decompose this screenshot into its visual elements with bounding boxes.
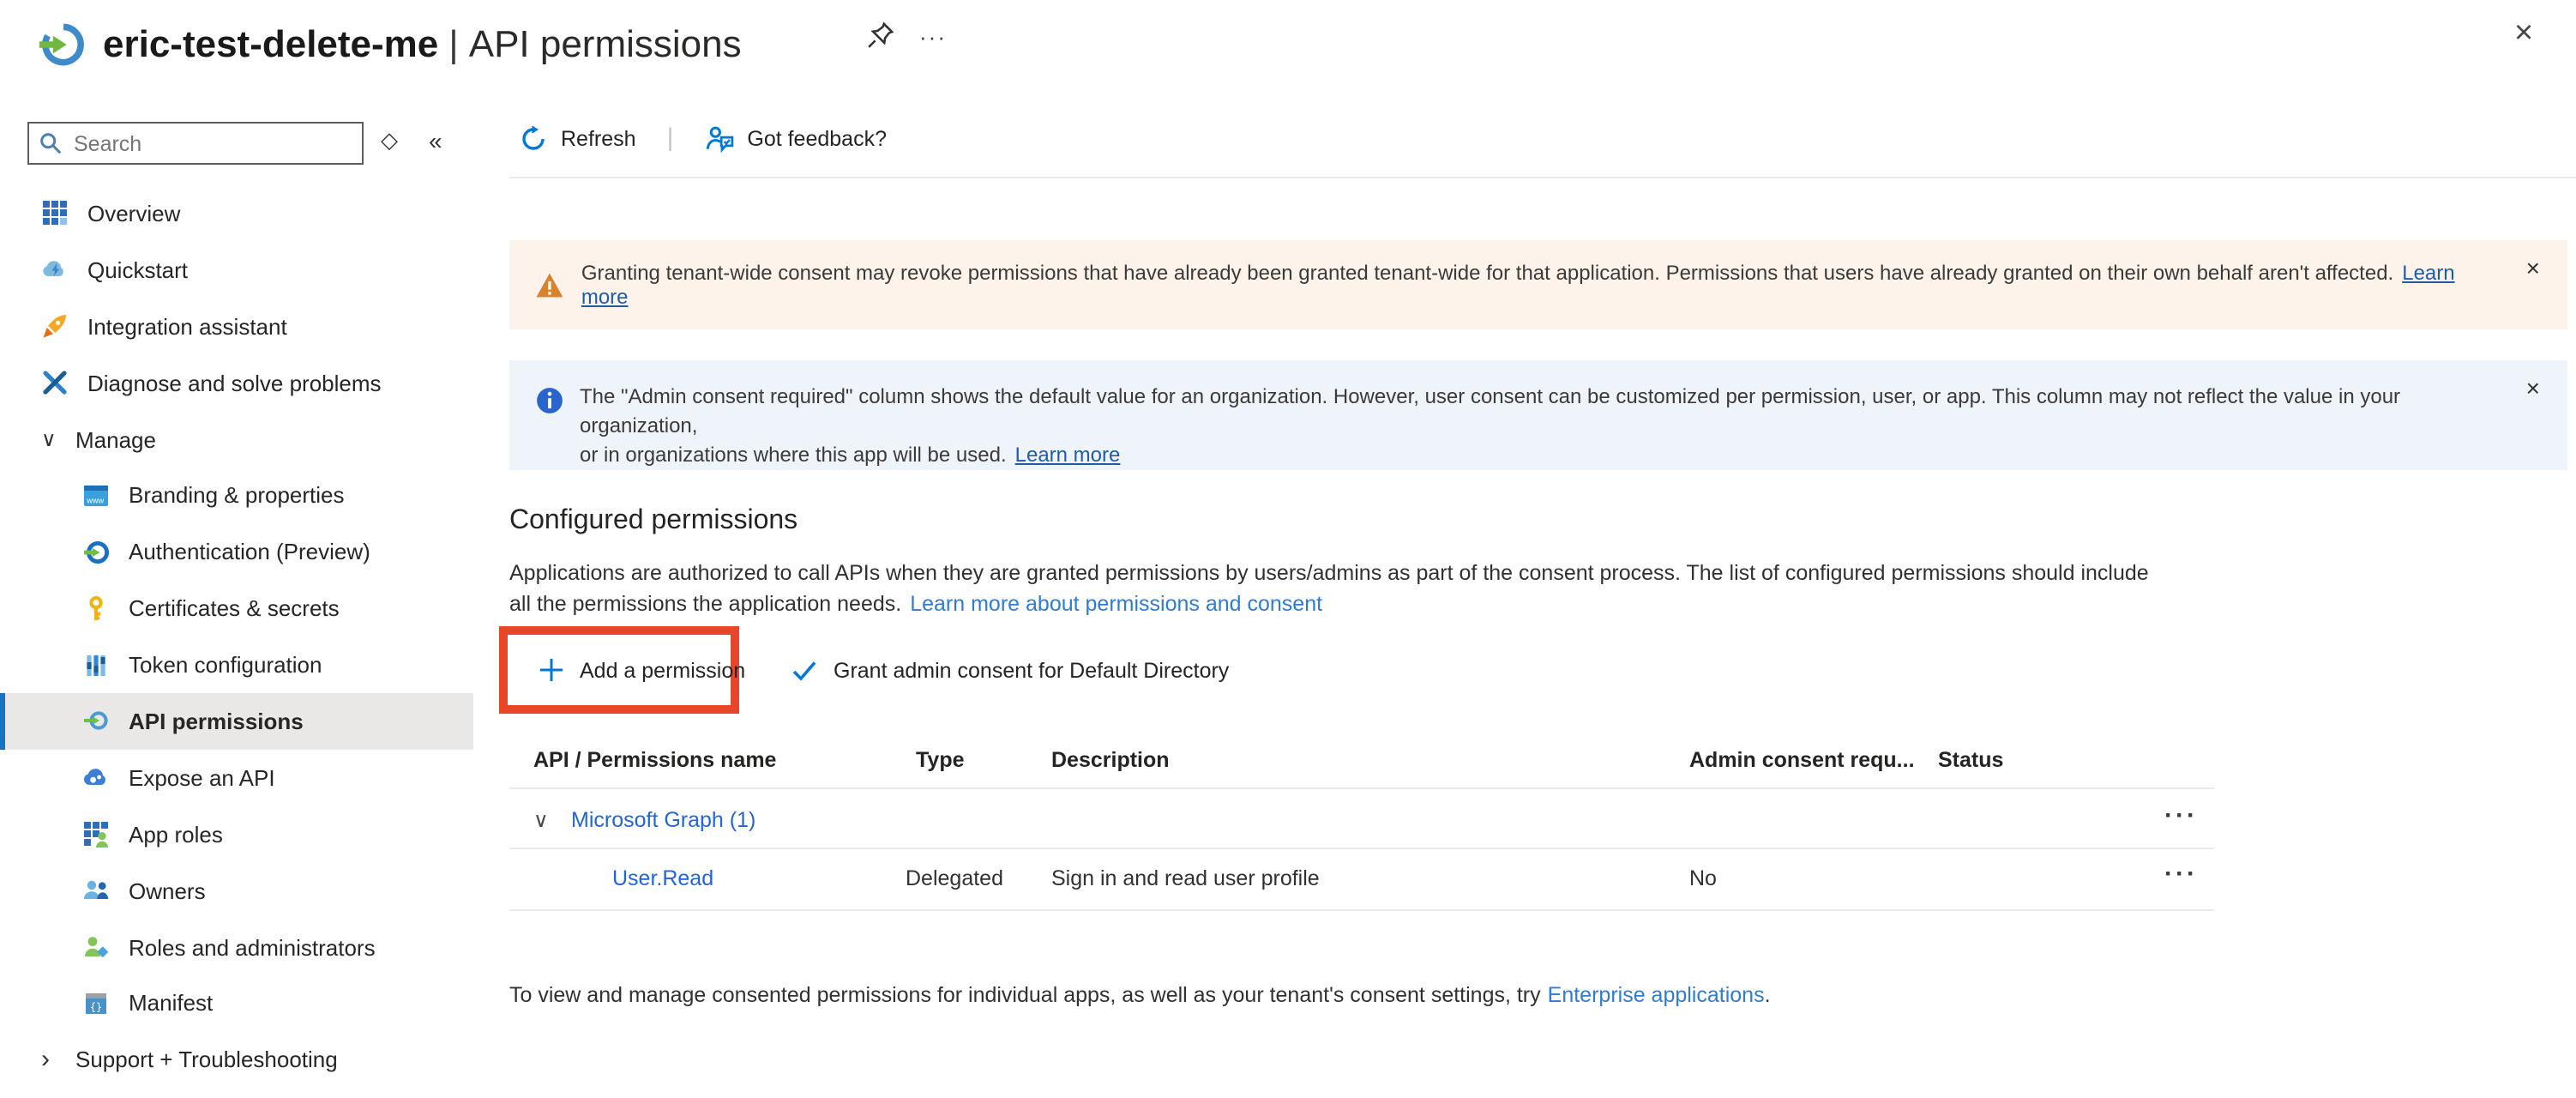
add-permission-button[interactable]: Add a permission <box>528 655 755 685</box>
api-permissions-icon <box>82 708 110 735</box>
warning-banner <box>509 240 2567 329</box>
app-name: eric-test-delete-me <box>103 22 439 65</box>
svg-text:www: www <box>87 496 105 505</box>
group-expand-chevron-icon[interactable]: ∨ <box>533 808 549 832</box>
manifest-code-icon <box>82 990 110 1017</box>
sidebar-item-owners[interactable]: Owners <box>0 862 473 919</box>
info-icon <box>535 386 564 415</box>
sidebar-item-quickstart[interactable]: Quickstart <box>0 242 473 299</box>
owners-people-icon <box>82 877 110 904</box>
warning-close-icon[interactable]: × <box>2516 252 2550 283</box>
sidebar-item-manifest[interactable]: {} Manifest <box>0 975 473 1032</box>
sidebar-collapse-icon[interactable]: « <box>429 127 442 154</box>
toolbar-divider-line <box>509 177 2576 178</box>
more-options-icon[interactable]: ··· <box>919 24 947 50</box>
permission-description-cell: Sign in and read user profile <box>1051 866 1320 890</box>
pin-icon[interactable] <box>866 21 895 55</box>
col-header-admin-consent: Admin consent requ... <box>1689 748 1915 772</box>
info-message-line1: The "Admin consent required" column shows the default value for an organization. However, user consent can be customized per permission, user, or app. This column may not reflect the value in your organization, <box>580 384 2401 437</box>
browser-window-icon <box>82 482 110 510</box>
sidebar-item-app-roles[interactable]: App roles <box>0 806 473 863</box>
page-title-text: API permissions <box>468 22 742 65</box>
microsoft-graph-link[interactable]: Microsoft Graph (1) <box>571 808 756 832</box>
chevron-down-icon: ∨ <box>41 427 57 451</box>
warning-message: Granting tenant-wide consent may revoke permissions that have already been granted tenant-wide for that application. Permissions that users have already granted on their own behalf aren't affected. Learn more <box>581 261 2455 309</box>
sidebar-group-manage[interactable]: ∨ Manage <box>41 426 156 452</box>
svg-text:{}: {} <box>89 1000 103 1013</box>
authentication-icon <box>82 539 110 566</box>
table-divider <box>509 787 2214 789</box>
section-title: Configured permissions <box>509 506 798 535</box>
sidebar-item-integration-assistant[interactable]: Integration assistant <box>0 299 473 355</box>
sidebar-item-branding[interactable]: www Branding & properties <box>0 468 473 524</box>
col-header-name: API / Permissions name <box>533 748 777 772</box>
permission-row-actions-icon[interactable]: ··· <box>2154 858 2208 890</box>
table-divider <box>509 848 2214 849</box>
footer-note: To view and manage consented permissions for individual apps, as well as your tenant's consent settings, try Enterprise applications. <box>509 983 1771 1007</box>
sidebar-item-expose-an-api[interactable]: Expose an API <box>0 750 473 806</box>
chevron-right-icon: › <box>41 1045 50 1075</box>
warning-learn-more-link[interactable]: Learn more <box>581 261 2455 309</box>
permission-admin-consent-cell: No <box>1689 866 1717 890</box>
refresh-button[interactable]: Refresh <box>509 123 647 154</box>
table-divider <box>509 909 2214 911</box>
sidebar-item-authentication[interactable]: Authentication (Preview) <box>0 524 473 581</box>
page-title <box>103 22 742 67</box>
roles-admin-icon <box>82 933 110 961</box>
command-bar <box>509 122 897 154</box>
app-roles-icon <box>82 820 110 848</box>
section-description: Applications are authorized to call APIs when they are granted permissions by users/admins as part of the consent process. The list of configured permissions should include all the permissions the application needs. Learn more about permissions and consent <box>509 561 2149 616</box>
enterprise-applications-link[interactable]: Enterprise applications <box>1547 983 1765 1007</box>
permissions-consent-link[interactable]: Learn more about permissions and consent <box>910 592 1323 616</box>
check-icon <box>791 657 818 685</box>
toolbar-divider: | <box>666 124 674 153</box>
plus-icon <box>539 657 564 683</box>
feedback-icon <box>704 124 733 153</box>
grant-admin-consent-button[interactable]: Grant admin consent for Default Directory <box>780 655 1239 686</box>
app-registration-icon <box>38 19 89 70</box>
permission-user-read-link[interactable]: User.Read <box>612 866 714 890</box>
search-input[interactable] <box>27 122 364 165</box>
group-row-actions-icon[interactable]: ··· <box>2154 799 2208 832</box>
sliders-icon <box>82 651 110 679</box>
title-divider: | <box>448 22 459 65</box>
info-learn-more-link[interactable]: Learn more <box>1014 443 1121 467</box>
feedback-button[interactable]: Got feedback? <box>694 122 897 154</box>
refresh-icon <box>520 124 547 152</box>
overview-grid-icon <box>41 200 69 227</box>
col-header-status: Status <box>1938 748 2004 772</box>
sidebar-item-overview[interactable]: Overview <box>0 185 473 242</box>
search-icon <box>38 130 63 156</box>
blade-close-icon[interactable]: × <box>2514 15 2534 51</box>
cloud-gear-icon <box>82 764 110 792</box>
sidebar-item-api-permissions[interactable]: API permissions <box>0 693 473 750</box>
col-header-description: Description <box>1051 748 1170 772</box>
sidebar-item-roles-administrators[interactable]: Roles and administrators <box>0 919 473 975</box>
sidebar-search <box>27 122 364 165</box>
info-close-icon[interactable]: × <box>2516 372 2550 403</box>
sidebar-nav <box>0 185 473 1089</box>
keyboard-toggle-icon[interactable]: ◇ <box>381 127 398 153</box>
sidebar <box>0 96 473 1098</box>
warning-icon <box>535 270 564 299</box>
info-banner <box>509 360 2567 470</box>
tools-icon <box>41 369 69 396</box>
key-icon <box>82 594 110 622</box>
sidebar-group-support[interactable]: › Support + Troubleshooting <box>41 1045 338 1075</box>
quickstart-cloud-icon <box>41 256 69 284</box>
info-message-line2: or in organizations where this app will be used. Learn more <box>580 443 1121 467</box>
sidebar-item-token-configuration[interactable]: Token configuration <box>0 636 473 693</box>
rocket-icon <box>41 312 69 340</box>
col-header-type: Type <box>916 748 965 772</box>
sidebar-item-certificates[interactable]: Certificates & secrets <box>0 580 473 636</box>
sidebar-item-diagnose[interactable]: Diagnose and solve problems <box>0 354 473 411</box>
permission-type-cell: Delegated <box>906 866 1003 890</box>
